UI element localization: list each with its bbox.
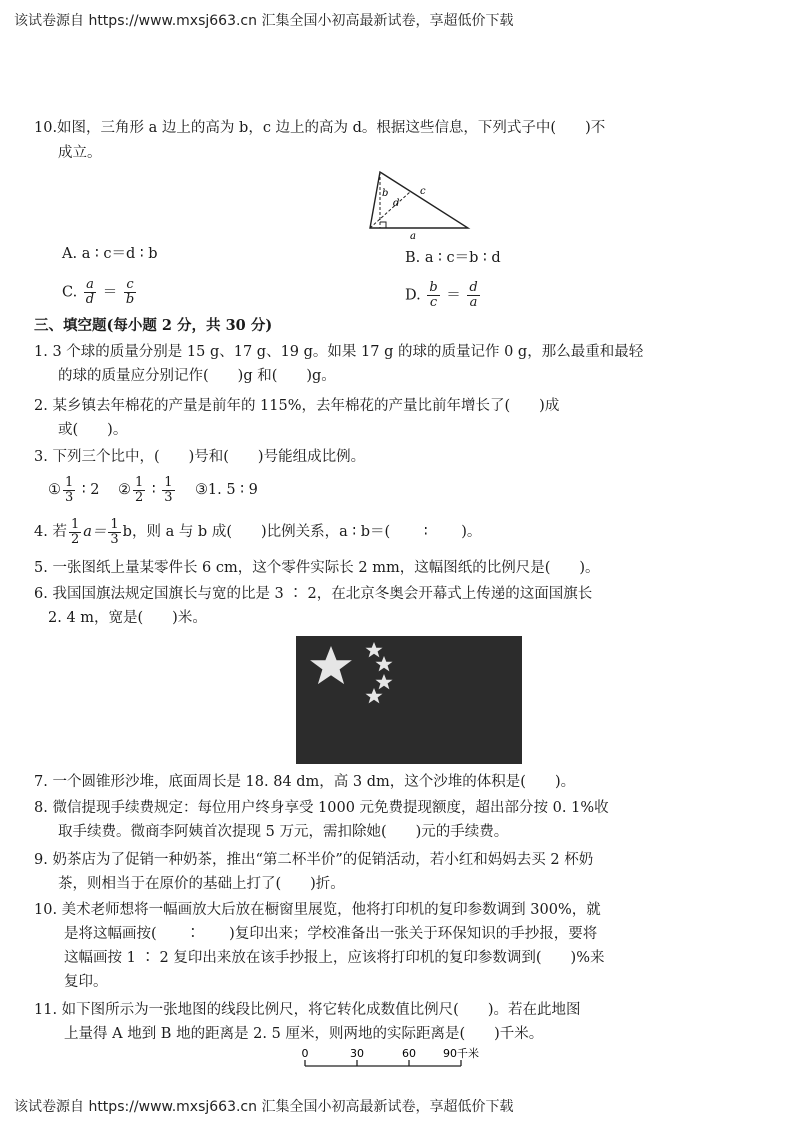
q4-fraction-2 xyxy=(108,518,120,547)
q2-line2: 或( )。 xyxy=(58,422,128,438)
scale-label-60: 60 xyxy=(402,1047,416,1060)
frac-den: 3 xyxy=(110,531,119,547)
q9-line2: 茶，则相当于在原价的基础上打了( )折。 xyxy=(58,876,345,892)
frac-den: c xyxy=(429,295,438,310)
label-b: b xyxy=(382,188,389,199)
q3-option-2-colon: ∶ xyxy=(151,482,156,498)
q7: 7. 一个圆锥形沙堆，底面周长是 18. 84 dm，高 3 dm，这个沙堆的体积是( )。 xyxy=(34,774,576,790)
q3-option-2-fraction-1 xyxy=(133,476,145,505)
frac-den: 3 xyxy=(65,489,74,505)
frac-num: b xyxy=(429,280,438,295)
q8-line2: 取手续费。微商李阿姨首次提现 5 万元，需扣除她( )元的手续费。 xyxy=(58,824,509,840)
q11-line2: 上量得 A 地到 B 地的距离是 2. 5 厘米，则两地的实际距离是( )千米。 xyxy=(64,1026,544,1042)
q3-stem: 3. 下列三个比中，( )号和( )号能组成比例。 xyxy=(34,449,366,465)
label-d: d xyxy=(393,198,400,209)
small-star-icon xyxy=(366,642,383,657)
label-a: a xyxy=(410,231,416,242)
q10b-line1: 10. 美术老师想将一幅画放大后放在橱窗里展览，他将打印机的复印参数调到 300%，就 xyxy=(34,902,601,918)
q4 xyxy=(34,516,481,548)
right-angle-mark xyxy=(380,222,386,228)
scale-label-90: 90千米 xyxy=(443,1047,479,1060)
option-d-label: D. xyxy=(405,287,421,304)
frac-num: 1 xyxy=(110,516,119,532)
frac-num: 1 xyxy=(134,474,144,490)
q3-option-2-marker: ② xyxy=(117,482,131,498)
option-d-equals: ＝ xyxy=(446,287,461,304)
national-flag-image xyxy=(296,636,522,764)
q10b-line4: 复印。 xyxy=(64,974,108,990)
q9-line1: 9. 奶茶店为了促销一种奶茶，推出“第二杯半价”的促销活动，若小红和妈妈去买 2 杯奶 xyxy=(34,852,594,868)
frac-den: 2 xyxy=(134,489,144,505)
option-d-fraction-2 xyxy=(467,281,479,310)
option-c-label: C. xyxy=(62,284,78,301)
frac-num: a xyxy=(86,277,94,292)
q1-line2: 的球的质量应分别记作( )g 和( )g。 xyxy=(58,368,336,384)
q3-option-1-fraction xyxy=(63,476,75,505)
frac-num: d xyxy=(469,280,478,295)
q10b-line2: 是将这幅画按( ∶ )复印出来；学校准备出一张关于环保知识的手抄报，要将 xyxy=(64,926,598,942)
q6-line2: 2. 4 m，宽是( )米。 xyxy=(48,610,207,626)
option-c-fraction-2 xyxy=(124,278,136,307)
section3-title: 三、填空题(每小题 2 分，共 30 分) xyxy=(34,317,273,334)
small-star-icon xyxy=(376,674,393,689)
option-c-fraction-1 xyxy=(84,278,96,307)
q10-option-b: B. a ∶ c＝b ∶ d xyxy=(405,250,501,266)
triangle-shape xyxy=(370,172,468,228)
map-scale-bar xyxy=(295,1044,495,1084)
q4-fraction-1 xyxy=(69,518,81,547)
q4-mid: a＝ xyxy=(83,524,107,540)
frac-den: 2 xyxy=(70,531,80,547)
q8-line1: 8. 微信提现手续费规定：每位用户终身享受 1000 元免费提现额度，超出部分按 0. 1%收 xyxy=(34,800,609,816)
label-c: c xyxy=(420,186,426,197)
q4-post: b，则 a 与 b 成( )比例关系，a ∶ b＝( ∶ )。 xyxy=(122,524,482,540)
footer-banner: 该试卷源自 https://www.mxsj663.cn 汇集全国小初高最新试卷，享超低价下载 xyxy=(14,1099,514,1115)
q10-option-d xyxy=(405,281,482,310)
scale-label-0: 0 xyxy=(301,1047,309,1060)
frac-num: c xyxy=(126,277,134,292)
q5: 5. 一张图纸上量某零件长 6 cm，这个零件实际长 2 mm，这幅图纸的比例尺是( )。 xyxy=(34,560,600,576)
large-star-icon xyxy=(310,646,352,684)
frac-num: 1 xyxy=(164,474,173,490)
q4-pre: 4. 若 xyxy=(34,524,67,540)
q10-option-a: A. a ∶ c＝d ∶ b xyxy=(62,246,158,262)
q3-option-3: ③1. 5 ∶ 9 xyxy=(194,482,258,498)
frac-num: 1 xyxy=(65,474,74,490)
frac-den: 3 xyxy=(164,489,173,505)
scale-label-30: 30 xyxy=(350,1047,364,1060)
header-banner: 该试卷源自 https://www.mxsj663.cn 汇集全国小初高最新试卷，享超低价下载 xyxy=(14,13,514,29)
q3-options xyxy=(48,474,258,506)
q10-stem-line1: 10.如图，三角形 a 边上的高为 b，c 边上的高为 d。根据这些信息，下列式子中( )不 xyxy=(34,120,606,136)
option-c-equals: ＝ xyxy=(102,284,118,301)
q10b-line3: 这幅画按 1 ∶ 2 复印出来放在该手抄报上，应该将打印机的复印参数调到( )%来 xyxy=(64,950,605,966)
q3-option-1-rest: ∶ 2 xyxy=(81,482,100,498)
q3-option-1-marker: ① xyxy=(48,482,61,498)
q2-line1: 2. 某乡镇去年棉花的产量是前年的 115%，去年棉花的产量比前年增长了( )成 xyxy=(34,398,560,414)
frac-den: a xyxy=(469,295,478,310)
frac-num: 1 xyxy=(70,516,80,532)
q11-line1: 11. 如下图所示为一张地图的线段比例尺，将它转化成数值比例尺( )。若在此地图 xyxy=(34,1002,581,1018)
small-star-icon xyxy=(376,656,393,671)
frac-den: d xyxy=(85,292,95,307)
q1-line1: 1. 3 个球的质量分别是 15 g、17 g、19 g。如果 17 g 的球的质量记作 0 g，那么最重和最轻 xyxy=(34,344,644,360)
small-star-icon xyxy=(366,688,383,703)
q6-line1: 6. 我国国旗法规定国旗长与宽的比是 3 ∶ 2，在北京冬奥会开幕式上传递的这面国旗长 xyxy=(34,586,593,602)
option-d-fraction-1 xyxy=(427,281,439,310)
triangle-figure xyxy=(360,168,480,240)
q10-option-c xyxy=(62,278,138,307)
frac-den: b xyxy=(125,292,135,307)
flag-stars xyxy=(296,636,522,764)
q3-option-2-fraction-2 xyxy=(162,476,174,505)
q10-stem-line2: 成立。 xyxy=(58,145,102,161)
